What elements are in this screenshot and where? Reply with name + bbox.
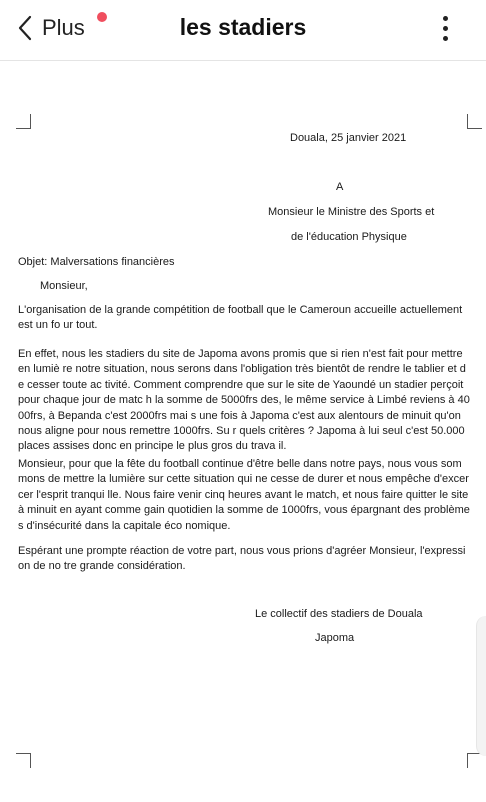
page-title: les stadiers [179,14,307,40]
letter-salutation: Monsieur, [40,280,88,292]
letter-subject: Objet: Malversations financières [18,256,175,268]
letter-recipient-line1: Monsieur le Ministre des Sports et [268,206,435,218]
letter-paragraph-3: Monsieur, pour que la fête du football continue d'être belle dans notre pays, nous vous sommons de mettre la lumière sur cette situation qui ne cesse de durer et nous empêche d'excercer l'esprit tranqui lle. Nous faire venir cinq heures avant le match, et nous faire quitter le site à minuit en ayant comme gain quotidien la somme de 1000frs, vous épargnant des problèmes d'insécurité dans la capitale éco nomique. [18,458,470,532]
scroll-handle[interactable] [476,616,486,756]
more-dot-icon [443,26,448,31]
crop-mark-bottom-right [467,753,482,768]
letter-paragraph-2: En effet, nous les stadiers du site de Japoma avons promis que si rien n'est fait pour mettre en lumiè re notre situation, nous serons dans l'obligation très bientôt de rendre le tablier et de cesser toute ac tivité. Comment comprendre que sur le site de Yaoundé un stadier perçoit pour chaque jour de matc h la somme de 5000frs des, le même service à Limbé reviens à 4000frs, à Bepanda c'est 2000frs mai s une fois à Japoma c'est aux alentours de minuit qu'on nous aligne pour nous remettre 1000frs. Su r quels critères ? Japoma à lui seul c'est 50.000 places assises donc en principe le plus gros du trava il. [18,348,470,453]
back-label: Plus [42,15,85,40]
letter-paragraph-1: L'organisation de la grande compétition de football que le Cameroun accueille actuellement est un fo ur tout. [18,304,463,332]
document-page[interactable] [0,61,486,802]
crop-mark-top-right [467,114,482,129]
crop-mark-bottom-left [16,753,31,768]
letter-recipient-line2: de l'éducation Physique [291,231,407,243]
signature-line1: Le collectif des stadiers de Douala [255,608,423,620]
app-header [0,0,486,58]
more-options-button[interactable] [436,14,456,44]
letter-paragraph-4: Espérant une prompte réaction de votre part, nous vous prions d'agréer Monsieur, l'expression de no tre grande considération. [18,545,466,573]
letter-to: A [336,181,344,193]
more-dot-icon [443,16,448,21]
letter-date: Douala, 25 janvier 2021 [290,132,407,144]
more-dot-icon [443,36,448,41]
signature-line2: Japoma [315,632,355,644]
crop-mark-top-left [16,114,31,129]
